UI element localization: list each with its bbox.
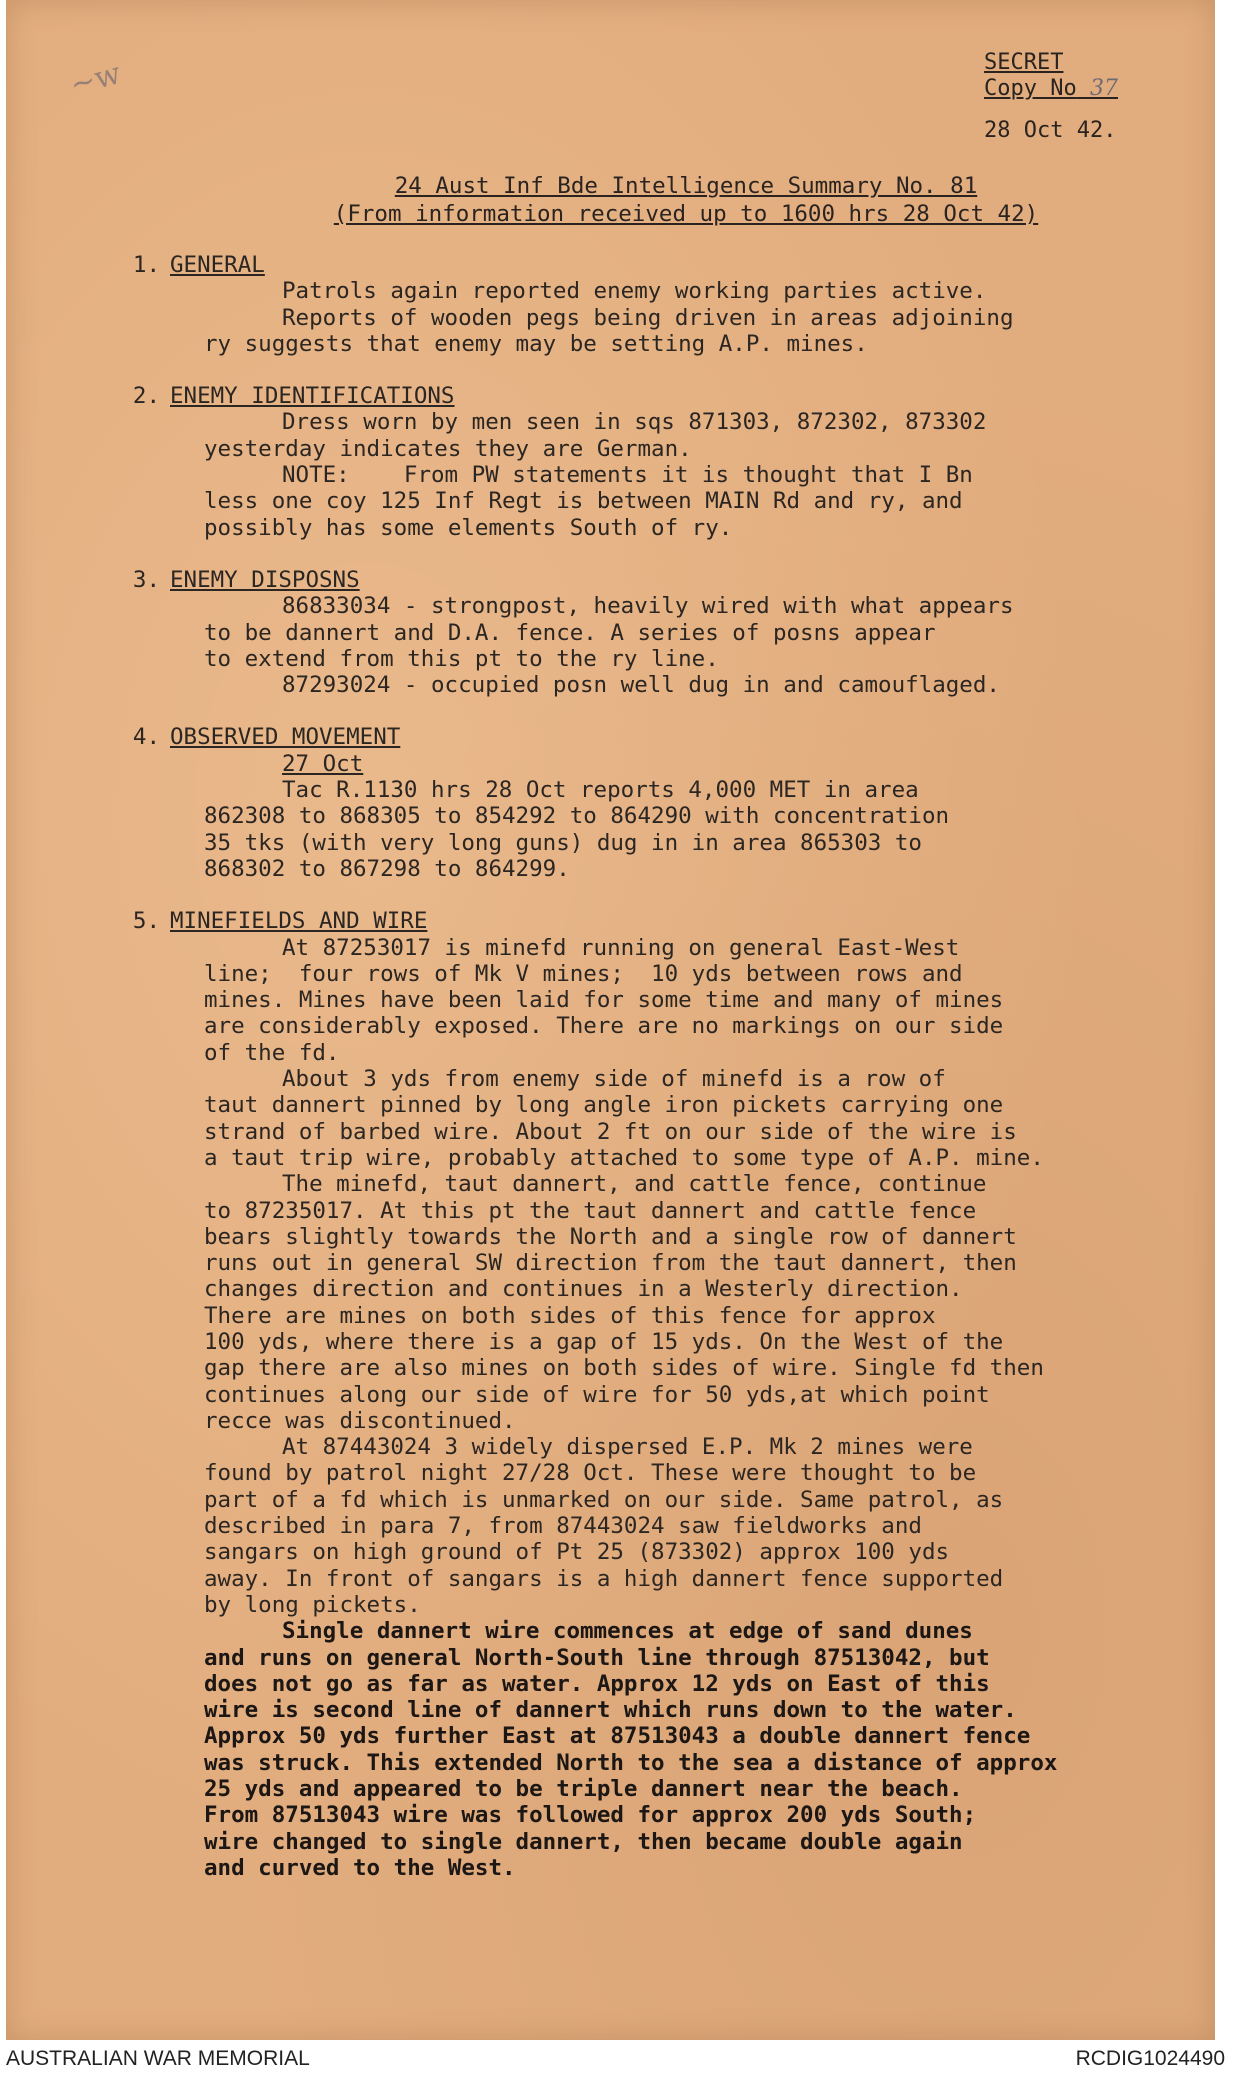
paragraph-line <box>6 620 1215 646</box>
paragraph-line <box>6 305 1215 331</box>
paragraph-line <box>6 1645 1215 1671</box>
line-text: 25 yds and appeared to be triple dannert near the beach. <box>204 1776 963 1803</box>
paragraph-line <box>6 462 1215 488</box>
paragraph-line <box>6 1460 1215 1486</box>
paragraph-line <box>6 961 1215 987</box>
paragraph-line <box>6 1697 1215 1723</box>
paragraph-line <box>6 830 1215 856</box>
line-text: 100 yds, where there is a gap of 15 yds. On the West of the <box>204 1328 1004 1355</box>
section <box>6 908 1215 1881</box>
paragraph-line <box>6 1276 1215 1302</box>
section-heading-line <box>6 908 1215 934</box>
line-text: and curved to the West. <box>204 1854 516 1881</box>
paragraph-line <box>6 1066 1215 1092</box>
paragraph-line <box>6 1776 1215 1802</box>
line-text: 87293024 - occupied posn well dug in and camouflaged. <box>282 672 1000 699</box>
paragraph-line <box>6 593 1215 619</box>
line-text: less one coy 125 Inf Regt is between MAIN Rd and ry, and <box>204 488 963 515</box>
line-text: From 87513043 wire was followed for approx 200 yds South; <box>204 1802 977 1829</box>
copy-number-line <box>984 76 1118 102</box>
line-text: to be dannert and D.A. fence. A series of posns appear <box>204 619 936 646</box>
section-number: 1. <box>132 252 160 278</box>
paragraph-line <box>6 777 1215 803</box>
line-text: taut dannert pinned by long angle iron pickets carrying one <box>204 1092 1004 1119</box>
paragraph-line <box>6 1013 1215 1039</box>
paragraph-line <box>6 1539 1215 1565</box>
line-text: of the fd. <box>204 1039 340 1066</box>
paragraph-line <box>6 331 1215 357</box>
document-body <box>6 252 1215 1907</box>
paragraph-line <box>6 987 1215 1013</box>
section-number: 5. <box>132 908 160 935</box>
line-text: 862308 to 868305 to 854292 to 864290 with concentration <box>204 803 950 830</box>
paragraph-line <box>6 856 1215 882</box>
line-text: possibly has some elements South of ry. <box>204 514 733 541</box>
line-text: About 3 yds from enemy side of minefd is a row of <box>282 1066 946 1093</box>
section-heading: GENERAL <box>170 252 265 278</box>
line-text: recce was discontinued. <box>204 1407 516 1434</box>
paragraph-line <box>6 646 1215 672</box>
line-text: At 87253017 is minefd running on general East-West <box>282 934 960 961</box>
paragraph-line <box>6 1224 1215 1250</box>
line-text: found by patrol night 27/28 Oct. These were thought to be <box>204 1460 977 1487</box>
section <box>6 252 1215 357</box>
line-text: yesterday indicates they are German. <box>204 435 692 462</box>
paragraph-line <box>6 1855 1215 1881</box>
line-text: continues along our side of wire for 50 yds,at which point <box>204 1381 990 1408</box>
line-text: Reports of wooden pegs being driven in areas adjoining <box>282 304 1014 331</box>
line-text: gap there are also mines on both sides of wire. Single fd then <box>204 1355 1044 1382</box>
paragraph-line <box>6 278 1215 304</box>
paragraph-line <box>6 1829 1215 1855</box>
section-heading: ENEMY IDENTIFICATIONS <box>170 383 455 410</box>
line-text: wire is second line of dannert which runs down to the water. <box>204 1697 1017 1724</box>
line-text: 86833034 - strongpost, heavily wired with what appears <box>282 593 1014 620</box>
paragraph-line <box>6 436 1215 462</box>
section-heading-line <box>6 567 1215 593</box>
paragraph-line <box>6 751 1215 777</box>
paragraph-line <box>6 1487 1215 1513</box>
line-text: to 87235017. At this pt the taut dannert and cattle fence <box>204 1197 977 1224</box>
section-heading: OBSERVED MOVEMENT <box>170 724 401 751</box>
line-text: Dress worn by men seen in sqs 871303, 872302, 873302 <box>282 409 987 436</box>
line-text: Tac R.1130 hrs 28 Oct reports 4,000 MET in area <box>282 777 919 804</box>
paragraph-line <box>6 1618 1215 1644</box>
paragraph-line <box>6 1408 1215 1434</box>
document-page <box>6 0 1215 2040</box>
section-heading-line <box>6 252 1215 278</box>
paragraph-line <box>6 803 1215 829</box>
line-text: strand of barbed wire. About 2 ft on our side of the wire is <box>204 1118 1017 1145</box>
footer-archive-label: AUSTRALIAN WAR MEMORIAL <box>6 2047 310 2070</box>
section-heading-line <box>6 383 1215 409</box>
paragraph-line <box>6 488 1215 514</box>
document-title <box>286 172 1086 228</box>
line-text: sangars on high ground of Pt 25 (873302) approx 100 yds <box>204 1539 950 1566</box>
section <box>6 383 1215 541</box>
line-text: does not go as far as water. Approx 12 yds on East of this <box>204 1670 990 1697</box>
classification-label: SECRET <box>984 50 1064 75</box>
pencil-annotation: ~w <box>66 56 125 103</box>
copy-number: 37 <box>1089 76 1118 101</box>
paragraph-line <box>6 672 1215 698</box>
copy-label: Copy No <box>984 76 1077 101</box>
paragraph-line <box>6 1119 1215 1145</box>
paragraph-line <box>6 935 1215 961</box>
paragraph-line <box>6 1198 1215 1224</box>
line-text: At 87443024 3 widely dispersed E.P. Mk 2 mines were <box>282 1434 973 1461</box>
section <box>6 567 1215 698</box>
section-heading-line <box>6 724 1215 750</box>
line-text: away. In front of sangars is a high dannert fence supported <box>204 1565 1004 1592</box>
section-number: 2. <box>132 383 160 410</box>
paragraph-line <box>6 1145 1215 1171</box>
paragraph-line <box>6 1566 1215 1592</box>
line-text: Single dannert wire commences at edge of sand dunes <box>282 1618 973 1645</box>
paragraph-line <box>6 1750 1215 1776</box>
section-number: 3. <box>132 566 160 593</box>
title-line-1: 24 Aust Inf Bde Intelligence Summary No. 81 <box>394 173 978 199</box>
line-text: NOTE: From PW statements it is thought that I Bn <box>282 462 973 489</box>
document-date: 28 Oct 42. <box>984 118 1117 143</box>
paragraph-line <box>6 1592 1215 1618</box>
title-line-2: (From information received up to 1600 hrs 28 Oct 42) <box>333 201 1039 227</box>
paragraph-line <box>6 1802 1215 1828</box>
section-number: 4. <box>132 724 160 751</box>
footer-record-id: RCDIG1024490 <box>1075 2047 1225 2070</box>
line-text: a taut trip wire, probably attached to some type of A.P. mine. <box>204 1144 1044 1171</box>
paragraph-line <box>6 1250 1215 1276</box>
section <box>6 724 1215 882</box>
paragraph-line <box>6 1171 1215 1197</box>
classification-block <box>984 50 1118 102</box>
paragraph-line <box>6 1671 1215 1697</box>
line-text: 35 tks (with very long guns) dug in in area 865303 to <box>204 829 922 856</box>
paragraph-line <box>6 1723 1215 1749</box>
line-text: by long pickets. <box>204 1591 421 1618</box>
line-text: There are mines on both sides of this fence for approx <box>204 1302 936 1329</box>
line-text: bears slightly towards the North and a single row of dannert <box>204 1223 1017 1250</box>
section-heading: MINEFIELDS AND WIRE <box>170 908 428 935</box>
paragraph-line <box>6 515 1215 541</box>
line-text: Patrols again reported enemy working parties active. <box>282 278 987 305</box>
paragraph-line <box>6 1382 1215 1408</box>
line-text: to extend from this pt to the ry line. <box>204 645 719 672</box>
line-text: was struck. This extended North to the sea a distance of approx <box>204 1749 1058 1776</box>
line-text: line; four rows of Mk V mines; 10 yds between rows and <box>204 960 963 987</box>
line-text: The minefd, taut dannert, and cattle fence, continue <box>282 1171 987 1198</box>
line-text: 868302 to 867298 to 864299. <box>204 855 570 882</box>
line-text: mines. Mines have been laid for some time and many of mines <box>204 987 1004 1014</box>
paragraph-line <box>6 1513 1215 1539</box>
paragraph-line <box>6 1303 1215 1329</box>
paragraph-line <box>6 1355 1215 1381</box>
line-text: runs out in general SW direction from the taut dannert, then <box>204 1250 1017 1277</box>
line-text: described in para 7, from 87443024 saw fieldworks and <box>204 1513 922 1540</box>
line-text: part of a fd which is unmarked on our side. Same patrol, as <box>204 1486 1004 1513</box>
line-text: are considerably exposed. There are no markings on our side <box>204 1013 1004 1040</box>
section-heading: ENEMY DISPOSNS <box>170 566 360 593</box>
paragraph-line <box>6 1329 1215 1355</box>
line-text: changes direction and continues in a Westerly direction. <box>204 1276 963 1303</box>
line-text: wire changed to single dannert, then became double again <box>204 1828 963 1855</box>
paragraph-line <box>6 1092 1215 1118</box>
line-text: ry suggests that enemy may be setting A.P. mines. <box>204 330 868 357</box>
paragraph-line <box>6 409 1215 435</box>
line-text: and runs on general North-South line through 87513042, but <box>204 1644 990 1671</box>
paragraph-line <box>6 1434 1215 1460</box>
paragraph-line <box>6 1040 1215 1066</box>
line-text: Approx 50 yds further East at 87513043 a double dannert fence <box>204 1723 1031 1750</box>
line-text: 27 Oct <box>282 750 364 777</box>
